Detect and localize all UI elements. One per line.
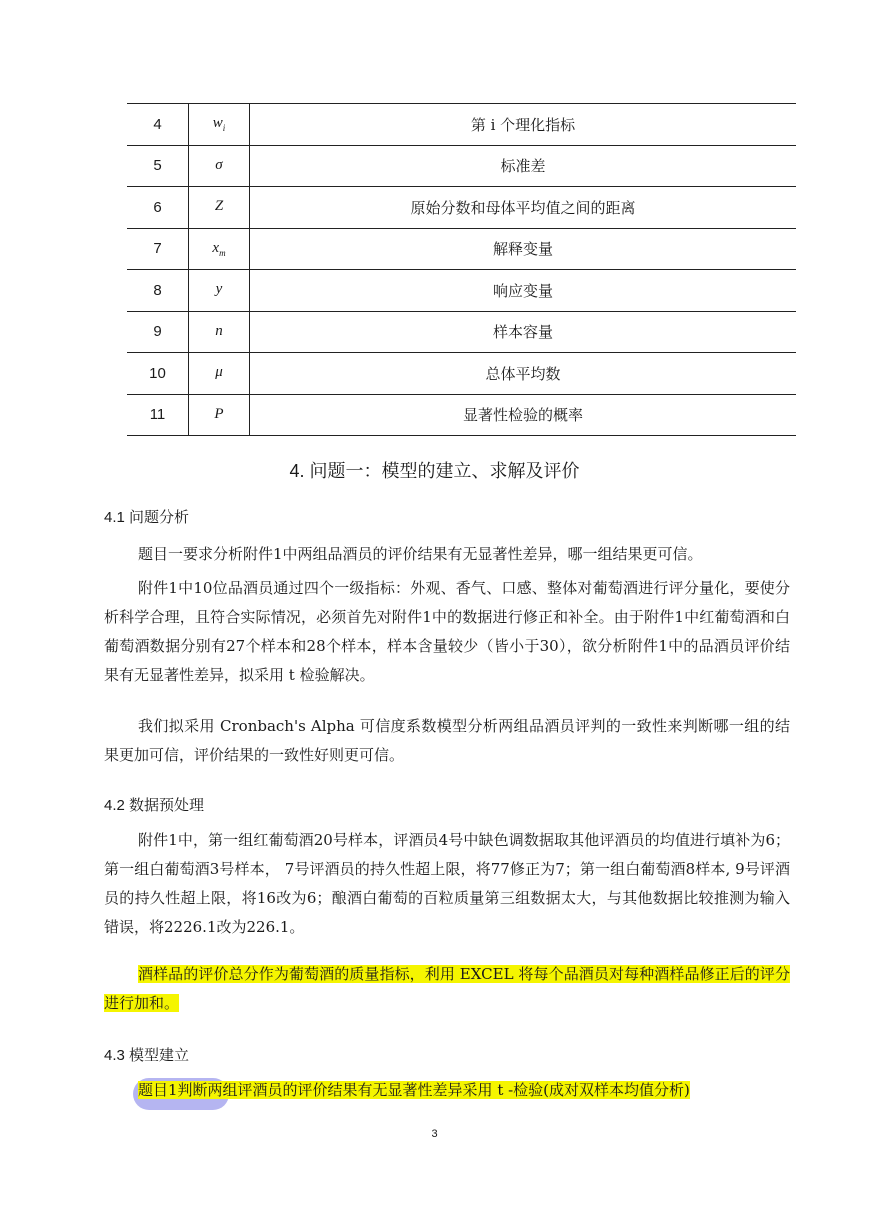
highlighted-text: 酒样品的评价总分作为葡萄酒的质量指标，利用 EXCEL 将每个品酒员对每种酒样品修正后的评分进行加和。 <box>104 965 790 1012</box>
subsection-title-4-3: 4.3 模型建立 <box>104 1047 190 1064</box>
row-description: 标准差 <box>250 145 797 187</box>
row-number: 9 <box>127 311 189 353</box>
symbol-table <box>127 103 796 436</box>
table-row <box>127 353 796 395</box>
paragraph-4-1-1: 题目一要求分析附件1中两组品酒员的评价结果有无显著性差异，哪一组结果更可信。 <box>138 545 703 563</box>
highlighted-text: 题目1判断两组评酒员的评价结果有无显著性差异采用 t -检验(成对双样本均值分析) <box>138 1081 690 1099</box>
paragraph-4-1-3: 我们拟采用 Cronbach's Alpha 可信度系数模型分析两组品酒员评判的一致性来判断哪一组的结果更加可信，评价结果的一致性好则更可信。 <box>104 717 790 764</box>
page-number: 3 <box>431 1128 438 1140</box>
section-title: 4. 问题一：模型的建立、求解及评价 <box>289 461 580 481</box>
row-description: 总体平均数 <box>250 353 797 395</box>
row-description: 解释变量 <box>250 228 797 270</box>
paragraph-4-3-1 <box>104 1076 790 1105</box>
row-symbol: σ <box>189 145 250 187</box>
row-number: 11 <box>127 394 189 436</box>
row-symbol: Z <box>189 187 250 229</box>
table-row <box>127 311 796 353</box>
table-row <box>127 145 796 187</box>
paragraph-4-2-2 <box>104 960 790 1018</box>
row-symbol: n <box>189 311 250 353</box>
row-number: 6 <box>127 187 189 229</box>
table-row <box>127 104 796 146</box>
row-description: 响应变量 <box>250 270 797 312</box>
paragraph-4-2-1: 附件1中，第一组红葡萄酒20号样本，评酒员4号中缺色调数据取其他评酒员的均值进行填补为6；第一组白葡萄酒3号样本， 7号评酒员的持久性超上限，将77修正为7；第一组白葡萄酒8样本, 9号评酒员的持久性超上限，将16改为6；酿酒白葡萄的百粒质量第三组数据太大，与其他数据比较推测为输入错误，将2226.1改为226.1。 <box>104 831 790 936</box>
paragraph-4-1-2: 附件1中10位品酒员通过四个一级指标：外观、香气、口感、整体对葡萄酒进行评分量化，要使分析科学合理，且符合实际情况，必须首先对附件1中的数据进行修正和补全。由于附件1中红葡萄酒和白葡萄酒数据分别有27个样本和28个样本，样本含量较少（皆小于30），欲分析附件1中的品酒员评价结果有无显著性差异，拟采用 t 检验解决。 <box>104 579 790 684</box>
row-number: 7 <box>127 228 189 270</box>
row-description: 样本容量 <box>250 311 797 353</box>
row-description: 显著性检验的概率 <box>250 394 797 436</box>
table-row <box>127 394 796 436</box>
subsection-title-4-1: 4.1 问题分析 <box>104 509 190 526</box>
row-description: 第 i 个理化指标 <box>250 104 797 146</box>
subsection-title-4-2: 4.2 数据预处理 <box>104 797 205 814</box>
row-symbol: $x_m$ <box>189 228 250 270</box>
table-row <box>127 228 796 270</box>
row-symbol: μ <box>189 353 250 395</box>
row-number: 8 <box>127 270 189 312</box>
table-row <box>127 270 796 312</box>
row-symbol: P <box>189 394 250 436</box>
table-row <box>127 187 796 229</box>
row-description: 原始分数和母体平均值之间的距离 <box>250 187 797 229</box>
row-number: 4 <box>127 104 189 146</box>
row-number: 10 <box>127 353 189 395</box>
row-symbol: $w_i$ <box>189 104 250 146</box>
row-symbol: y <box>189 270 250 312</box>
row-number: 5 <box>127 145 189 187</box>
